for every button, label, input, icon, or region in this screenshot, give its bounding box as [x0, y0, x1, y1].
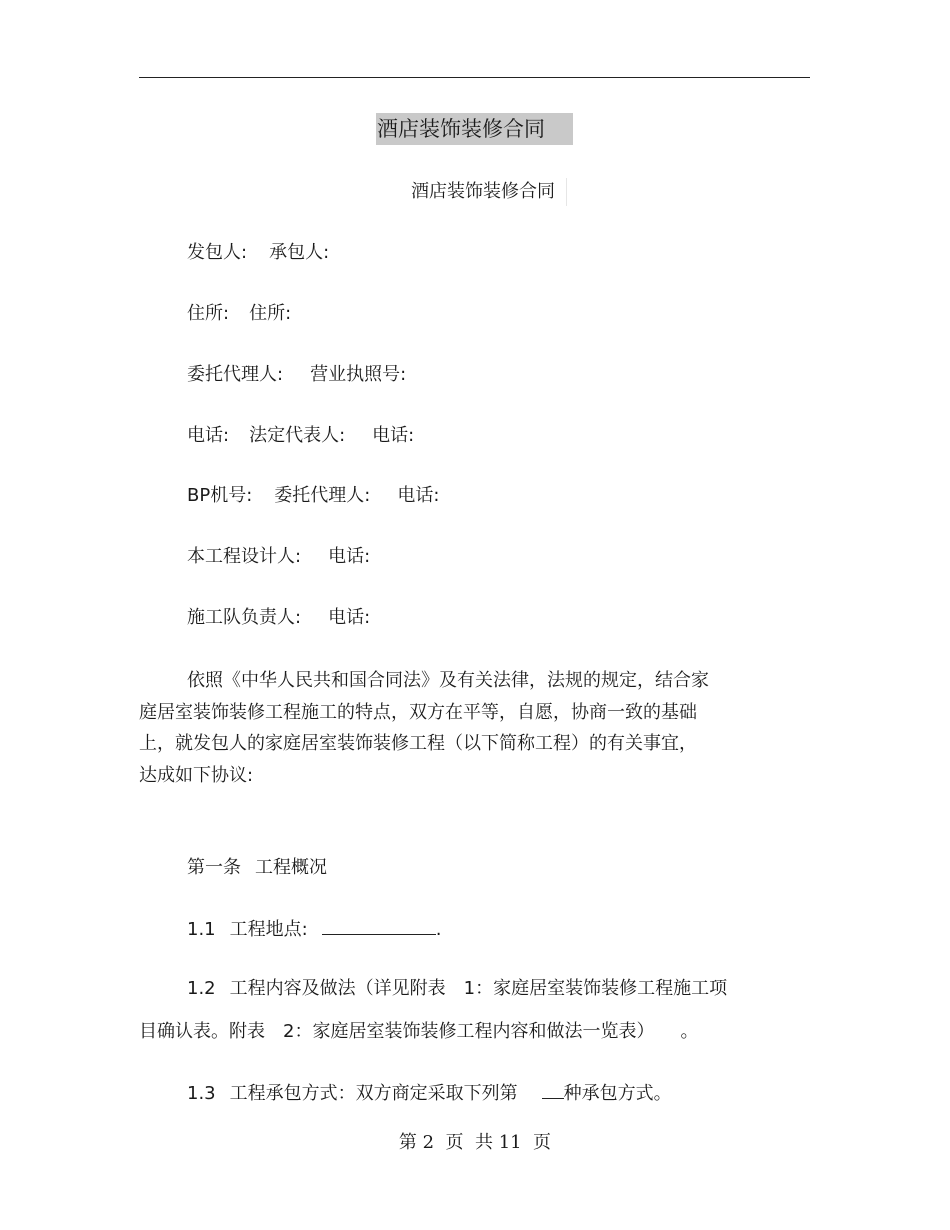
item-1-2-text: 工程内容及做法（详见附表 1：家庭居室装饰装修工程施工项	[229, 978, 728, 999]
item-1-2-number: 1.2	[187, 978, 216, 999]
preamble-paragraph	[139, 665, 799, 791]
article-1-title: 工程概况	[255, 857, 327, 878]
item-1-1-number: 1.1	[187, 919, 216, 940]
article-1-number: 第一条	[187, 857, 241, 878]
label-client: 发包人:	[187, 242, 248, 263]
party-line-bp	[187, 483, 439, 509]
contract-type-blank	[542, 1080, 564, 1099]
label-legal-rep: 法定代表人:	[249, 425, 346, 446]
party-line-designer	[187, 544, 370, 570]
label-team-lead-phone: 电话:	[328, 607, 371, 628]
label-client-address: 住所:	[187, 303, 230, 324]
label-designer-phone: 电话:	[328, 546, 371, 567]
page-number-footer: 第 2 页 共 11 页	[398, 1132, 552, 1153]
item-1-3-text: 工程承包方式：双方商定采取下列第	[229, 1083, 518, 1104]
preamble-line: 达成如下协议:	[139, 764, 254, 786]
header-rule	[139, 77, 810, 78]
label-agent-phone: 电话:	[397, 485, 440, 506]
label-team-lead: 施工队负责人:	[187, 607, 302, 628]
document-title: 酒店装饰装修合同	[376, 113, 573, 145]
party-line-address	[187, 301, 291, 327]
preamble-line: 庭居室装饰装修工程施工的特点，双方在平等，自愿，协商一致的基础	[139, 701, 697, 723]
label-contractor: 承包人:	[269, 242, 330, 263]
item-1-3	[187, 1080, 672, 1107]
preamble-line: 依照《中华人民共和国合同法》及有关法律，法规的规定，结合家	[187, 670, 709, 691]
label-rep-phone: 电话:	[372, 425, 415, 446]
party-line-client	[187, 240, 329, 266]
item-1-3-text-end: 种承包方式。	[563, 1083, 672, 1104]
party-line-phone-rep	[187, 423, 414, 449]
party-line-team-lead	[187, 605, 370, 631]
item-1-3-number: 1.3	[187, 1083, 216, 1104]
item-1-2-text-cont: 目确认表。附表 2：家庭居室装饰装修工程内容和做法一览表）	[139, 1021, 655, 1042]
label-business-license: 营业执照号:	[310, 364, 407, 385]
document-subtitle: 酒店装饰装修合同	[411, 178, 567, 206]
label-contractor-agent: 委托代理人:	[274, 485, 371, 506]
item-1-2-line2	[139, 1019, 698, 1045]
item-1-1-end: .	[435, 919, 442, 940]
label-bp-number: BP机号:	[187, 485, 253, 506]
label-designer: 本工程设计人:	[187, 546, 302, 567]
party-line-agent	[187, 362, 406, 388]
location-blank	[322, 916, 436, 935]
article-1-heading	[187, 855, 327, 881]
label-client-phone: 电话:	[187, 425, 230, 446]
item-1-2-end: 。	[680, 1021, 699, 1042]
preamble-line: 上，就发包人的家庭居室装饰装修工程（以下简称工程）的有关事宜，	[139, 733, 697, 754]
item-1-1-label: 工程地点:	[229, 919, 308, 940]
item-1-2-line1	[187, 976, 727, 1002]
label-client-agent: 委托代理人:	[187, 364, 284, 385]
label-contractor-address: 住所:	[249, 303, 292, 324]
item-1-1	[187, 916, 441, 943]
